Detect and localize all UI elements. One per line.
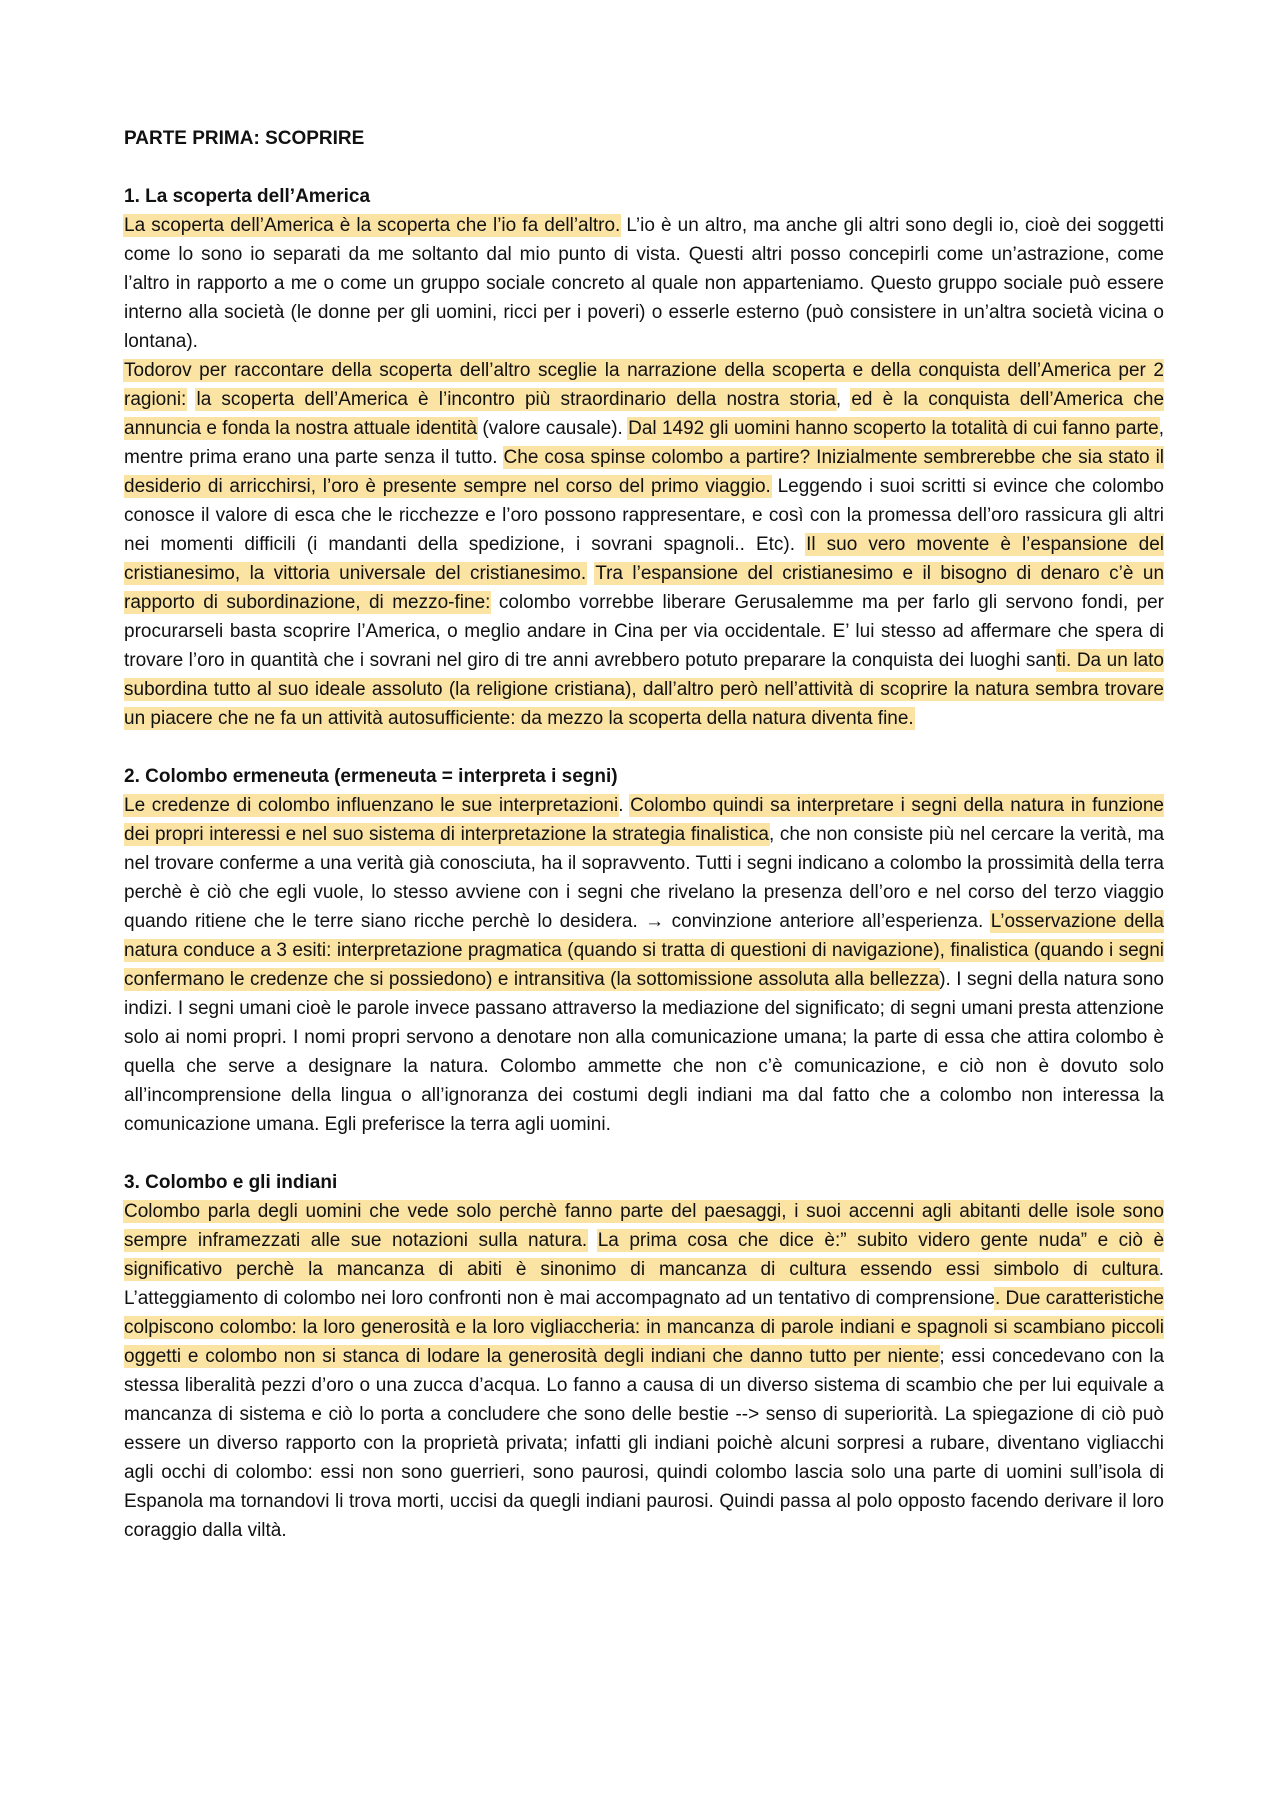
document-page <box>124 124 1164 1574</box>
section-colombo-e-gli-indiani <box>124 1168 1164 1545</box>
paragraph <box>124 1197 1164 1545</box>
highlighted-text: Che cosa spinse colombo a partire? Inizialmente sembrerebbe che sia stato il desiderio di arricchirsi, l’oro è presente sempre nel corso del primo viaggio. <box>124 447 1165 497</box>
text-run: (valore causale). <box>477 418 629 439</box>
text-run <box>586 563 595 584</box>
highlighted-text: Dal 1492 gli uomini hanno scoperto la totalità di cui fanno parte <box>628 418 1159 439</box>
highlighted-text: . Due caratteristiche colpiscono colombo: la loro generosità e la loro vigliaccheria: in mancanza di parole indiani e spagnoli si scambiano piccoli oggetti e colombo non si stanca di lodare la generosità degli indiani che danno tutto per niente <box>124 1288 1164 1367</box>
section-heading: 3. Colombo e gli indiani <box>124 1172 338 1193</box>
highlighted-text: ed è la conquista dell’America che annuncia e fonda la nostra attuale identità <box>124 389 1165 439</box>
document-title: PARTE PRIMA: SCOPRIRE <box>124 128 365 149</box>
text-run: L’io è un altro, ma anche gli altri sono degli io, cioè dei soggetti come lo sono io separati da me soltanto dal mio punto di vista. Questi altri posso concepirli come un’astrazione, come l’altro in rapporto a me o come un gruppo sociale concreto al quale non apparteniamo. Questo gruppo sociale può essere interno alla società (le donne per gli uomini, ricci per i poveri) o esserle esterno (può consistere in un’altra società vicina o lontana). <box>124 215 1164 352</box>
text-run <box>587 1230 598 1251</box>
text-run: , mentre prima erano una parte senza il tutto. <box>124 418 1164 468</box>
text-run: ). I segni della natura sono indizi. I segni umani cioè le parole invece passano attraverso la mediazione del significato; di segni umani presta attenzione solo ai nomi propri. I nomi propri servono a denotare non alla comunicazione umana; la parte di essa che attira colombo è quella che serve a designare la natura. Colombo ammette che non c’è comunicazione, e ciò non è dovuto solo all’incomprensione della lingua o all’ignoranza dei costumi degli indiani ma dal fatto che a colombo non interessa la comunicazione umana. Egli preferisce la terra agli uomini. <box>124 969 1164 1135</box>
highlighted-text: La prima cosa che dice è:” subito videro gente nuda” e ciò è significativo perchè la mancanza di abiti è sinonimo di mancanza di cultura essendo essi simbolo di cultura <box>124 1230 1165 1280</box>
paragraph <box>124 211 1164 356</box>
section-colombo-ermeneuta <box>124 762 1164 1139</box>
highlighted-text: Todorov per raccontare della scoperta dell’altro sceglie la narrazione della scoperta e della conquista dell’America per 2 ragioni: <box>124 360 1164 410</box>
section-heading: 1. La scoperta dell’America <box>124 186 371 207</box>
text-run <box>186 389 196 410</box>
text-run: , che non consiste più nel cercare la verità, ma nel trovare conferme a una verità già conosciuta, ha il sopravvento. Tutti i segni indicano a colombo la prossimità della terra perchè è ciò che egli vuole, lo stesso avviene con i segni che rivelano la presenza dell’oro e nel corso del terzo viaggio quando ritiene che le terre siano ricche perchè lo desidera. → convinzione anteriore all’esperienza. <box>124 824 1165 932</box>
text-run: , <box>835 389 852 410</box>
text-run: colombo vorrebbe liberare Gerusalemme ma per farlo gli servono fondi, per procurarseli basta scoprire l’America, o meglio andare in Cina per via occidentale. E’ lui stesso ad affermare che spera di trovare l’oro in quantità che i sovrani nel giro di tre anni avrebbero potuto preparare la conquista dei luoghi san <box>124 592 1164 671</box>
paragraph <box>124 356 1164 733</box>
highlighted-text: Il suo vero movente è l’espansione del cristianesimo, la vittoria universale del cristianesimo. <box>124 534 1164 584</box>
highlighted-text: ti. Da un lato subordina tutto al suo ideale assoluto (la religione cristiana), dall’altro però nell’attività di scoprire la natura sembra trovare un piacere che ne fa un attività autosufficiente: da mezzo la scoperta della natura diventa fine. <box>124 650 1164 729</box>
highlighted-text: Colombo parla degli uomini che vede solo perchè fanno parte del paesaggi, i suoi accenni agli abitanti delle isole sono sempre inframezzati alle sue notazioni sulla natura. <box>124 1201 1164 1251</box>
section-la-scoperta <box>124 182 1164 733</box>
highlighted-text: La scoperta dell’America è la scoperta che l’io fa dell’altro. <box>124 215 621 236</box>
highlighted-text: Colombo quindi sa interpretare i segni della natura in funzione dei propri interessi e nel suo sistema di interpretazione la strategia finalistica <box>124 795 1164 845</box>
highlighted-text: Tra l’espansione del cristianesimo e il bisogno di denaro c’è un rapporto di subordinazione, di mezzo-fine: <box>124 563 1165 613</box>
section-heading: 2. Colombo ermeneuta (ermeneuta = interpreta i segni) <box>124 766 618 787</box>
text-run: . <box>618 795 631 816</box>
highlighted-text: L’osservazione della natura conduce a 3 esiti: interpretazione pragmatica (quando si tratta di questioni di navigazione), finalistica (quando i segni confermano le credenze che si possiedono) e intransitiva (la sottomissione assoluta alla bellezza <box>124 911 1164 990</box>
highlighted-text: la scoperta dell’America è l’incontro più straordinario della nostra storia <box>196 389 836 410</box>
text-run: ; essi concedevano con la stessa liberalità pezzi d’oro o una zucca d’acqua. Lo fanno a causa di un diverso sistema di scambio che per lui equivale a mancanza di sistema e ciò lo porta a concludere che sono delle bestie --> senso di superiorità. La spiegazione di ciò può essere un diverso rapporto con la proprietà privata; infatti gli indiani poichè alcuni sorpresi a rubare, diventano vigliacchi agli occhi di colombo: essi non sono guerrieri, sono paurosi, quindi colombo lascia solo una parte di uomini sull’isola di Espanola ma tornandovi li trova morti, uccisi da quegli indiani paurosi. Quindi passa al polo opposto facendo derivare il loro coraggio dalla viltà. <box>124 1346 1165 1541</box>
highlighted-text: Le credenze di colombo influenzano le sue interpretazioni <box>124 795 619 816</box>
text-run: Leggendo i suoi scritti si evince che colombo conosce il valore di esca che le ricchezze e l’oro possono rappresentare, e così con la promessa dell’oro rassicura gli altri nei momenti difficili (i mandanti della spedizione, i sovrani spagnoli.. Etc). <box>124 476 1164 555</box>
text-run: . L’atteggiamento di colombo nei loro confronti non è mai accompagnato ad un tentativo di comprensione <box>124 1259 1164 1309</box>
paragraph <box>124 791 1164 1139</box>
